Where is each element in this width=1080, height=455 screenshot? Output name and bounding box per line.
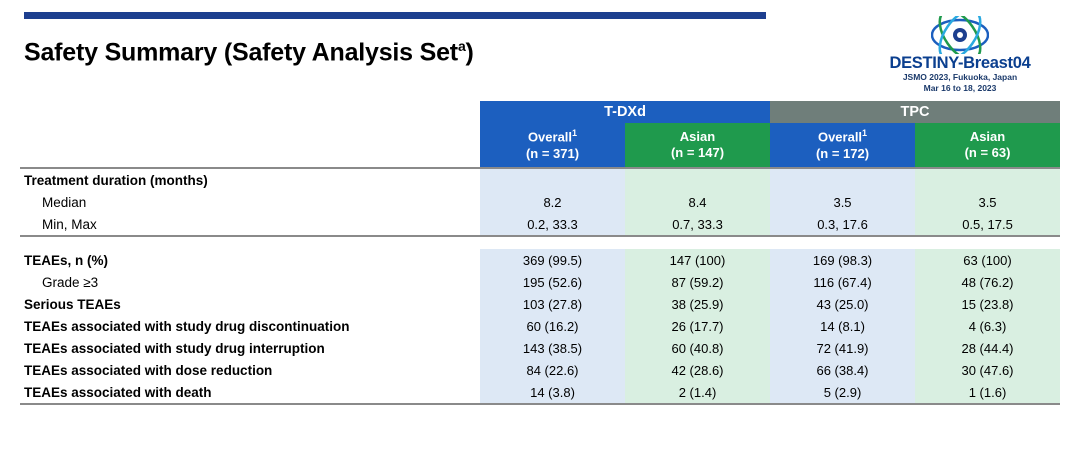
column-header-name: Asian — [679, 128, 716, 144]
cell-tpc-asian: 63 (100) — [915, 249, 1060, 271]
gap-cell — [625, 237, 770, 249]
row-label: Median — [42, 194, 87, 210]
cell-tdxd-asian: 26 (17.7) — [625, 315, 770, 337]
column-header-tdxd-overall — [480, 123, 625, 167]
cell-tdxd-overall — [480, 169, 625, 191]
cell-tdxd-asian: 38 (25.9) — [625, 293, 770, 315]
column-header-n: (n = 63) — [964, 145, 1011, 160]
cell-tdxd-overall: 0.2, 33.3 — [480, 213, 625, 235]
column-header-tpc-overall — [770, 123, 915, 167]
row-label: TEAEs associated with study drug discontinuation — [24, 318, 350, 334]
table-row — [20, 271, 1060, 293]
table-row — [20, 293, 1060, 315]
cell-tdxd-overall: 8.2 — [480, 191, 625, 213]
column-header-n: (n = 147) — [670, 145, 725, 160]
column-header-name: Overall — [817, 129, 863, 145]
table-row — [20, 359, 1060, 381]
cell-tpc-overall: 0.3, 17.6 — [770, 213, 915, 235]
row-label: TEAEs, n (%) — [24, 252, 109, 268]
destiny-starburst-icon — [931, 16, 989, 54]
cell-tpc-overall — [770, 169, 915, 191]
cell-tpc-asian: 48 (76.2) — [915, 271, 1060, 293]
cell-tpc-asian: 3.5 — [915, 191, 1060, 213]
table-gap — [20, 237, 1060, 249]
cell-tdxd-overall: 143 (38.5) — [480, 337, 625, 359]
cell-tdxd-asian — [625, 169, 770, 191]
congress-line-1: JSMO 2023, Fukuoka, Japan — [902, 72, 1018, 83]
rule-cell — [20, 403, 1060, 405]
cell-tdxd-asian: 8.4 — [625, 191, 770, 213]
table-row — [20, 213, 1060, 235]
cell-tdxd-asian: 60 (40.8) — [625, 337, 770, 359]
cell-tpc-asian: 28 (44.4) — [915, 337, 1060, 359]
row-label: Min, Max — [42, 216, 97, 232]
column-header-footnote-marker: 1 — [862, 128, 868, 139]
cell-tpc-asian: 1 (1.6) — [915, 381, 1060, 403]
cell-tdxd-asian: 42 (28.6) — [625, 359, 770, 381]
column-header-tdxd-asian — [625, 123, 770, 167]
cell-tdxd-asian: 87 (59.2) — [625, 271, 770, 293]
page-title-footnote-marker: a — [457, 38, 466, 54]
header-spacer — [20, 101, 480, 123]
study-name: DESTINY-Breast04 — [889, 54, 1031, 72]
group-header-tdxd: T-DXd — [480, 101, 770, 123]
cell-tdxd-overall: 369 (99.5) — [480, 249, 625, 271]
column-header-footnote-marker: 1 — [572, 128, 578, 139]
cell-tdxd-overall: 103 (27.8) — [480, 293, 625, 315]
safety-summary-table — [20, 101, 1060, 405]
study-logo — [862, 16, 1058, 94]
cell-tpc-asian: 4 (6.3) — [915, 315, 1060, 337]
row-label: Treatment duration (months) — [24, 172, 208, 188]
cell-tpc-overall: 14 (8.1) — [770, 315, 915, 337]
cell-tpc-asian: 30 (47.6) — [915, 359, 1060, 381]
page-title-text: Safety Summary (Safety Analysis Set — [24, 38, 458, 67]
table-row — [20, 337, 1060, 359]
page-title — [24, 38, 474, 67]
cell-tdxd-overall: 84 (22.6) — [480, 359, 625, 381]
cell-tdxd-overall: 60 (16.2) — [480, 315, 625, 337]
congress-line-2: Mar 16 to 18, 2023 — [923, 82, 997, 93]
column-header-tpc-asian — [915, 123, 1060, 167]
table-column-header-row — [20, 123, 1060, 167]
cell-tdxd-asian: 147 (100) — [625, 249, 770, 271]
row-label: Grade ≥3 — [42, 274, 99, 290]
cell-tpc-asian: 15 (23.8) — [915, 293, 1060, 315]
cell-tpc-overall: 169 (98.3) — [770, 249, 915, 271]
column-header-n: (n = 371) — [525, 145, 580, 161]
cell-tpc-asian: 0.5, 17.5 — [915, 213, 1060, 235]
cell-tdxd-overall: 14 (3.8) — [480, 381, 625, 403]
cell-tdxd-overall: 195 (52.6) — [480, 271, 625, 293]
table-group-header-row — [20, 101, 1060, 123]
cell-tpc-overall: 43 (25.0) — [770, 293, 915, 315]
cell-tpc-overall: 3.5 — [770, 191, 915, 213]
gap-cell — [480, 237, 625, 249]
row-label: TEAEs associated with dose reduction — [24, 362, 273, 378]
page-title-close-paren: ) — [465, 38, 474, 67]
gap-cell — [915, 237, 1060, 249]
title-accent-bar — [24, 12, 766, 19]
cell-tpc-overall: 66 (38.4) — [770, 359, 915, 381]
table-row — [20, 191, 1060, 213]
cell-tdxd-asian: 2 (1.4) — [625, 381, 770, 403]
table-row — [20, 315, 1060, 337]
gap-cell — [20, 237, 480, 249]
row-label: Serious TEAEs — [24, 296, 121, 312]
cell-tpc-overall: 72 (41.9) — [770, 337, 915, 359]
table-row — [20, 381, 1060, 403]
table-row — [20, 249, 1060, 271]
column-header-n: (n = 172) — [815, 145, 870, 161]
row-label: TEAEs associated with study drug interruption — [24, 340, 325, 356]
group-header-tpc: TPC — [770, 101, 1060, 123]
column-header-name: Overall — [527, 129, 573, 145]
gap-cell — [770, 237, 915, 249]
table-row — [20, 169, 1060, 191]
header-spacer-2 — [20, 123, 480, 167]
cell-tpc-overall: 5 (2.9) — [770, 381, 915, 403]
cell-tdxd-asian: 0.7, 33.3 — [625, 213, 770, 235]
cell-tpc-asian — [915, 169, 1060, 191]
table-rule-bottom — [20, 403, 1060, 405]
row-label: TEAEs associated with death — [24, 384, 212, 400]
column-header-name: Asian — [969, 128, 1006, 144]
cell-tpc-overall: 116 (67.4) — [770, 271, 915, 293]
